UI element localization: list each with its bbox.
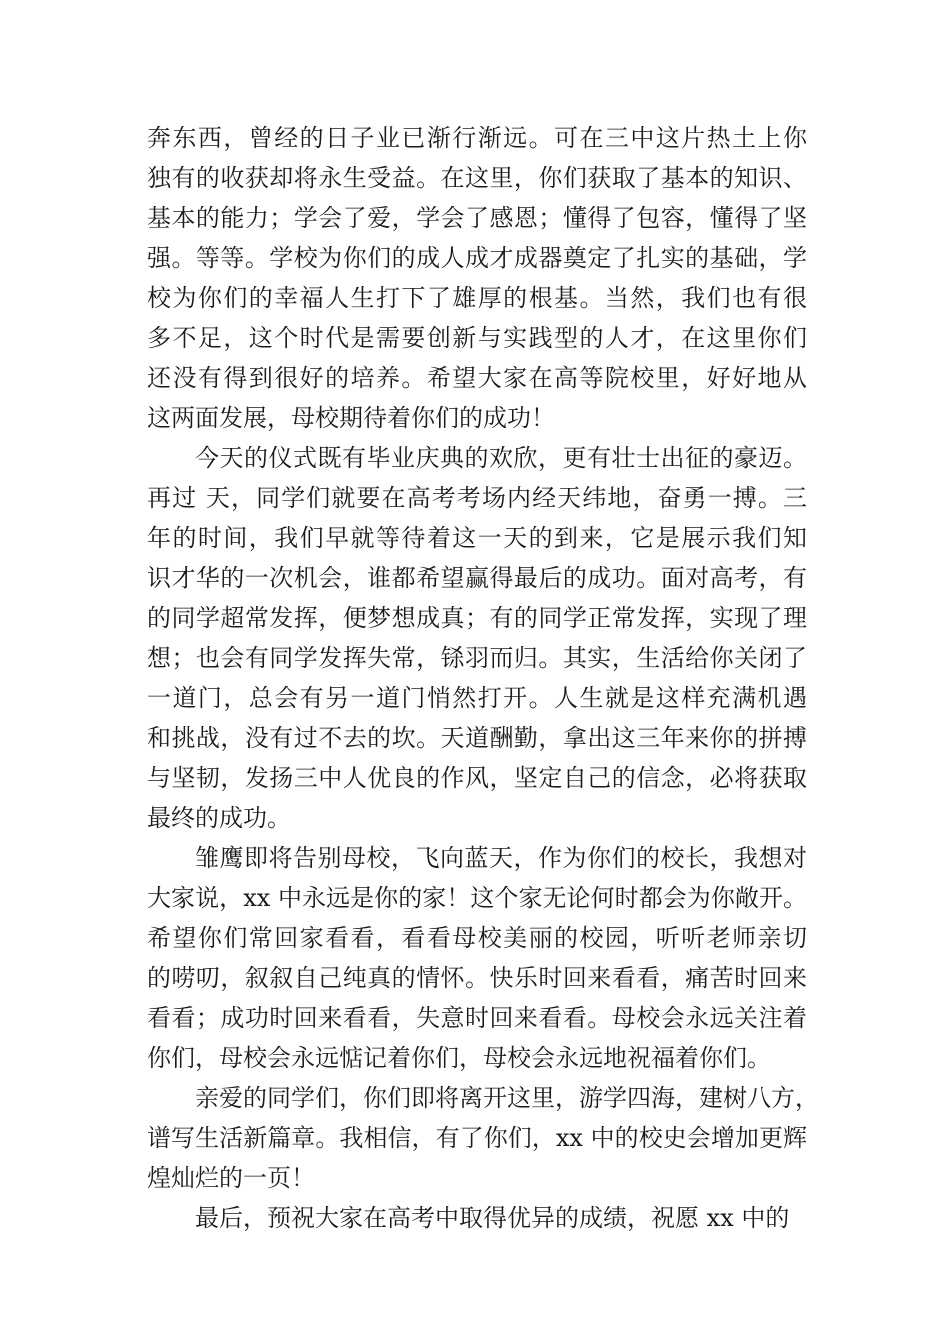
text-line: 今天的仪式既有毕业庆典的欢欣，更有壮士出征的豪迈。: [195, 444, 807, 472]
text-line: 独有的收获却将永生受益。在这里，你们获取了基本的知识、: [147, 164, 807, 192]
text-line: 识才华的一次机会，谁都希望赢得最后的成功。面对高考，有: [147, 564, 807, 592]
text-line: 的同学超常发挥，便梦想成真；有的同学正常发挥，实现了理: [147, 604, 807, 632]
text-line: 校为你们的幸福人生打下了雄厚的根基。当然，我们也有很: [147, 284, 807, 312]
text-line: 煌灿烂的一页！: [147, 1164, 315, 1192]
text-line: 最终的成功。: [147, 804, 291, 832]
text-line: 雏鹰即将告别母校，飞向蓝天，作为你们的校长，我想对: [195, 844, 807, 872]
document-body: [147, 118, 819, 1238]
text-line: 一道门，总会有另一道门悄然打开。人生就是这样充满机遇: [147, 684, 807, 712]
text-line: 多不足，这个时代是需要创新与实践型的人才，在这里你们: [147, 324, 807, 352]
text-line: 奔东西，曾经的日子业已渐行渐远。可在三中这片热土上你: [147, 124, 807, 152]
paragraph: [147, 838, 807, 1078]
text-line: 最后，预祝大家在高考中取得优异的成绩，祝愿 xx 中的: [195, 1204, 790, 1232]
text-line: 的唠叨，叙叙自己纯真的情怀。快乐时回来看看，痛苦时回来: [147, 964, 807, 992]
text-line: 与坚韧，发扬三中人优良的作风，坚定自己的信念，必将获取: [147, 764, 807, 792]
text-line: 还没有得到很好的培养。希望大家在高等院校里，好好地从: [147, 364, 807, 392]
text-line: 这两面发展，母校期待着你们的成功！: [147, 404, 555, 432]
text-line: 你们，母校会永远惦记着你们，母校会永远地祝福着你们。: [147, 1044, 771, 1072]
paragraph: [147, 118, 807, 438]
paragraph: [147, 1198, 807, 1238]
text-line: 看看；成功时回来看看，失意时回来看看。母校会永远关注着: [147, 1004, 807, 1032]
text-line: 强。等等。学校为你们的成人成才成器奠定了扎实的基础，学: [147, 244, 807, 272]
text-line: 和挑战，没有过不去的坎。天道酬勤，拿出这三年来你的拼搏: [147, 724, 807, 752]
text-line: 再过 天，同学们就要在高考考场内经天纬地，奋勇一搏。三: [147, 484, 807, 512]
text-line: 基本的能力；学会了爱，学会了感恩；懂得了包容，懂得了坚: [147, 204, 807, 232]
text-line: 亲爱的同学们，你们即将离开这里，游学四海，建树八方，: [195, 1084, 819, 1112]
paragraph: [147, 1078, 819, 1198]
text-line: 年的时间，我们早就等待着这一天的到来，它是展示我们知: [147, 524, 807, 552]
paragraph: [147, 438, 807, 838]
text-line: 谱写生活新篇章。我相信，有了你们，xx 中的校史会增加更辉: [147, 1124, 807, 1152]
text-line: 大家说，xx 中永远是你的家！这个家无论何时都会为你敞开。: [147, 884, 807, 912]
text-line: 想；也会有同学发挥失常，铩羽而归。其实，生活给你关闭了: [147, 644, 807, 672]
text-line: 希望你们常回家看看，看看母校美丽的校园，听听老师亲切: [147, 924, 807, 952]
